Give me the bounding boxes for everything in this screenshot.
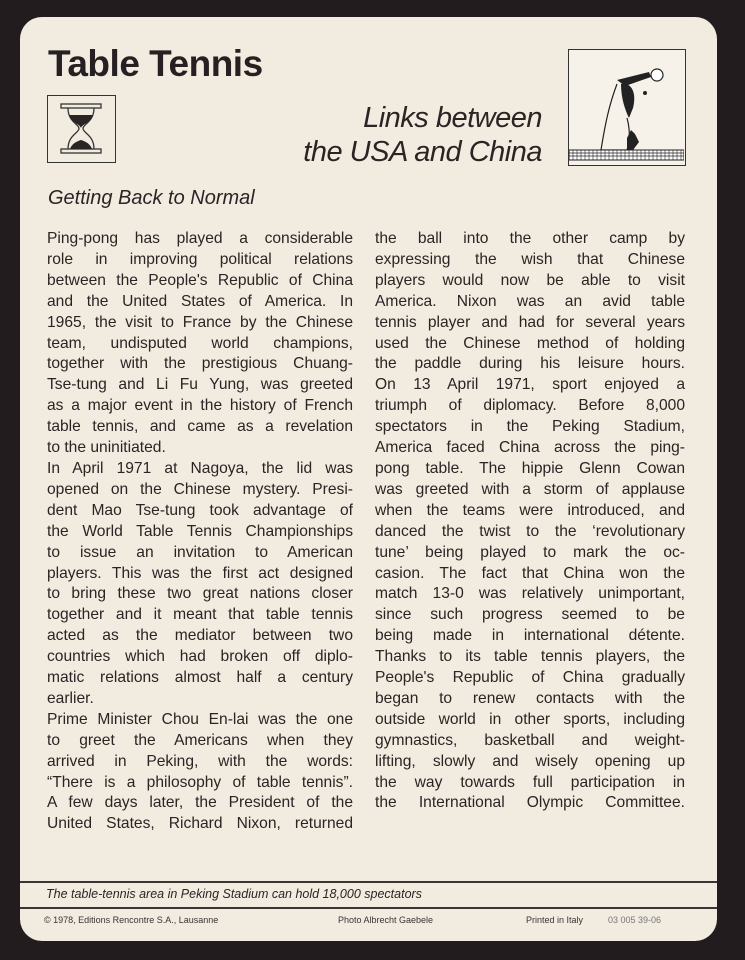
text-line: match 13-0 was relatively unimportant, xyxy=(375,585,685,603)
text-line: Tse-tung and Li Fu Yung, was greeted xyxy=(47,376,353,394)
text-line: “There is a philosophy of table tennis”. xyxy=(47,773,353,791)
text-line: to greet the Americans when they xyxy=(47,731,353,749)
text-line: when the teams were introduced, and xyxy=(375,501,685,519)
subtitle-line-1: Links between xyxy=(363,102,542,134)
text-line: A few days later, the President of the xyxy=(47,794,353,812)
section-heading: Getting Back to Normal xyxy=(48,187,255,209)
card-code: 03 005 39-06 xyxy=(608,915,662,925)
text-line: the way towards full participation in xyxy=(375,773,685,791)
text-line: to issue an invitation to American xyxy=(47,543,353,561)
text-line: arrived in Peking, with the words: xyxy=(47,752,353,770)
text-line: spectators in the Peking Stadium, xyxy=(375,418,685,436)
text-line: pong table. The hippie Glenn Cowan xyxy=(375,459,685,477)
text-line: acted as the mediator between two xyxy=(47,627,353,645)
text-line: was greeted with a storm of applause xyxy=(375,480,685,498)
hourglass-icon xyxy=(47,95,116,163)
card-title: Table Tennis xyxy=(48,43,263,84)
text-line: being made in international détente. xyxy=(375,627,685,645)
text-line: players would now be able to visit xyxy=(375,271,685,289)
text-line: role in improving political relations xyxy=(47,250,353,268)
text-line: together with the prestigious Chuang- xyxy=(47,355,353,373)
text-line: players. This was the first act designed xyxy=(47,564,353,582)
text-line: gymnastics, basketball and weight- xyxy=(375,731,685,749)
text-line: opened on the Chinese mystery. Presi- xyxy=(47,480,353,498)
text-line: countries which had broken off diplo- xyxy=(47,648,353,666)
text-line: Thanks to its table tennis players, the xyxy=(375,648,685,666)
text-line: the World Table Tennis Championships xyxy=(47,522,353,540)
text-line: tune’ being played to mark the oc- xyxy=(375,543,685,561)
copyright: © 1978, Editions Rencontre S.A., Lausanne xyxy=(44,915,219,925)
text-line: America faced China across the ping- xyxy=(375,439,685,457)
text-line: casion. The fact that China won the xyxy=(375,564,685,582)
subtitle-line-2: the USA and China xyxy=(303,136,542,168)
text-column-right xyxy=(375,229,685,814)
text-line: team, undisputed world champions, xyxy=(47,334,353,352)
text-line: tennis player and had for several years xyxy=(375,313,685,331)
text-line: since such progress seemed to be xyxy=(375,606,685,624)
text-line: expressing the wish that Chinese xyxy=(375,250,685,268)
text-line: America. Nixon was an avid table xyxy=(375,292,685,310)
text-line: People's Republic of China gradually xyxy=(375,669,685,687)
text-line: to the uninitiated. xyxy=(47,439,166,457)
text-line: began to renew contacts with the xyxy=(375,689,685,707)
text-line: danced the twist to the ‘revolutionary xyxy=(375,522,685,540)
text-line: outside world in other sports, including xyxy=(375,710,685,728)
text-column-left xyxy=(47,229,353,835)
divider-top xyxy=(20,881,717,883)
text-line: On 13 April 1971, sport enjoyed a xyxy=(375,376,685,394)
text-line: the ball into the other camp by xyxy=(375,230,685,247)
text-line: between the People's Republic of China xyxy=(47,271,353,289)
text-line: triumph of diplomacy. Before 8,000 xyxy=(375,397,685,415)
text-line: table tennis, and came as a revelation xyxy=(47,418,353,436)
text-line: as a major event in the history of French xyxy=(47,397,353,415)
text-line: to bring these two great nations closer xyxy=(47,585,353,603)
trading-card xyxy=(20,17,717,941)
text-line: dent Mao Tse-tung took advantage of xyxy=(47,501,353,519)
text-line: together and it meant that table tennis xyxy=(47,606,353,624)
text-line: earlier. xyxy=(47,689,94,707)
text-line: 1965, the visit to France by the Chinese xyxy=(47,313,353,331)
photo-caption: The table-tennis area in Peking Stadium can hold 18,000 spectators xyxy=(46,887,422,901)
table-tennis-player-icon xyxy=(568,49,686,166)
divider-bottom xyxy=(20,907,717,909)
text-line: United States, Richard Nixon, returned xyxy=(47,815,353,833)
text-line: and the United States of America. In xyxy=(47,292,353,310)
text-line: In April 1971 at Nagoya, the lid was xyxy=(47,459,353,477)
text-line: Prime Minister Chou En-lai was the one xyxy=(47,710,353,728)
card-subtitle xyxy=(303,101,542,169)
printed-in: Printed in Italy xyxy=(526,915,584,925)
text-line: the paddle during his leisure hours. xyxy=(375,355,685,373)
text-line: Ping-pong has played a considerable xyxy=(47,230,353,247)
photo-credit: Photo Albrecht Gaebele xyxy=(338,915,434,925)
text-line: matic relations almost half a century xyxy=(47,669,353,687)
text-line: the International Olympic Committee. xyxy=(375,794,685,812)
text-line: lifting, slowly and wisely opening up xyxy=(375,752,685,770)
text-line: used the Chinese method of holding xyxy=(375,334,685,352)
